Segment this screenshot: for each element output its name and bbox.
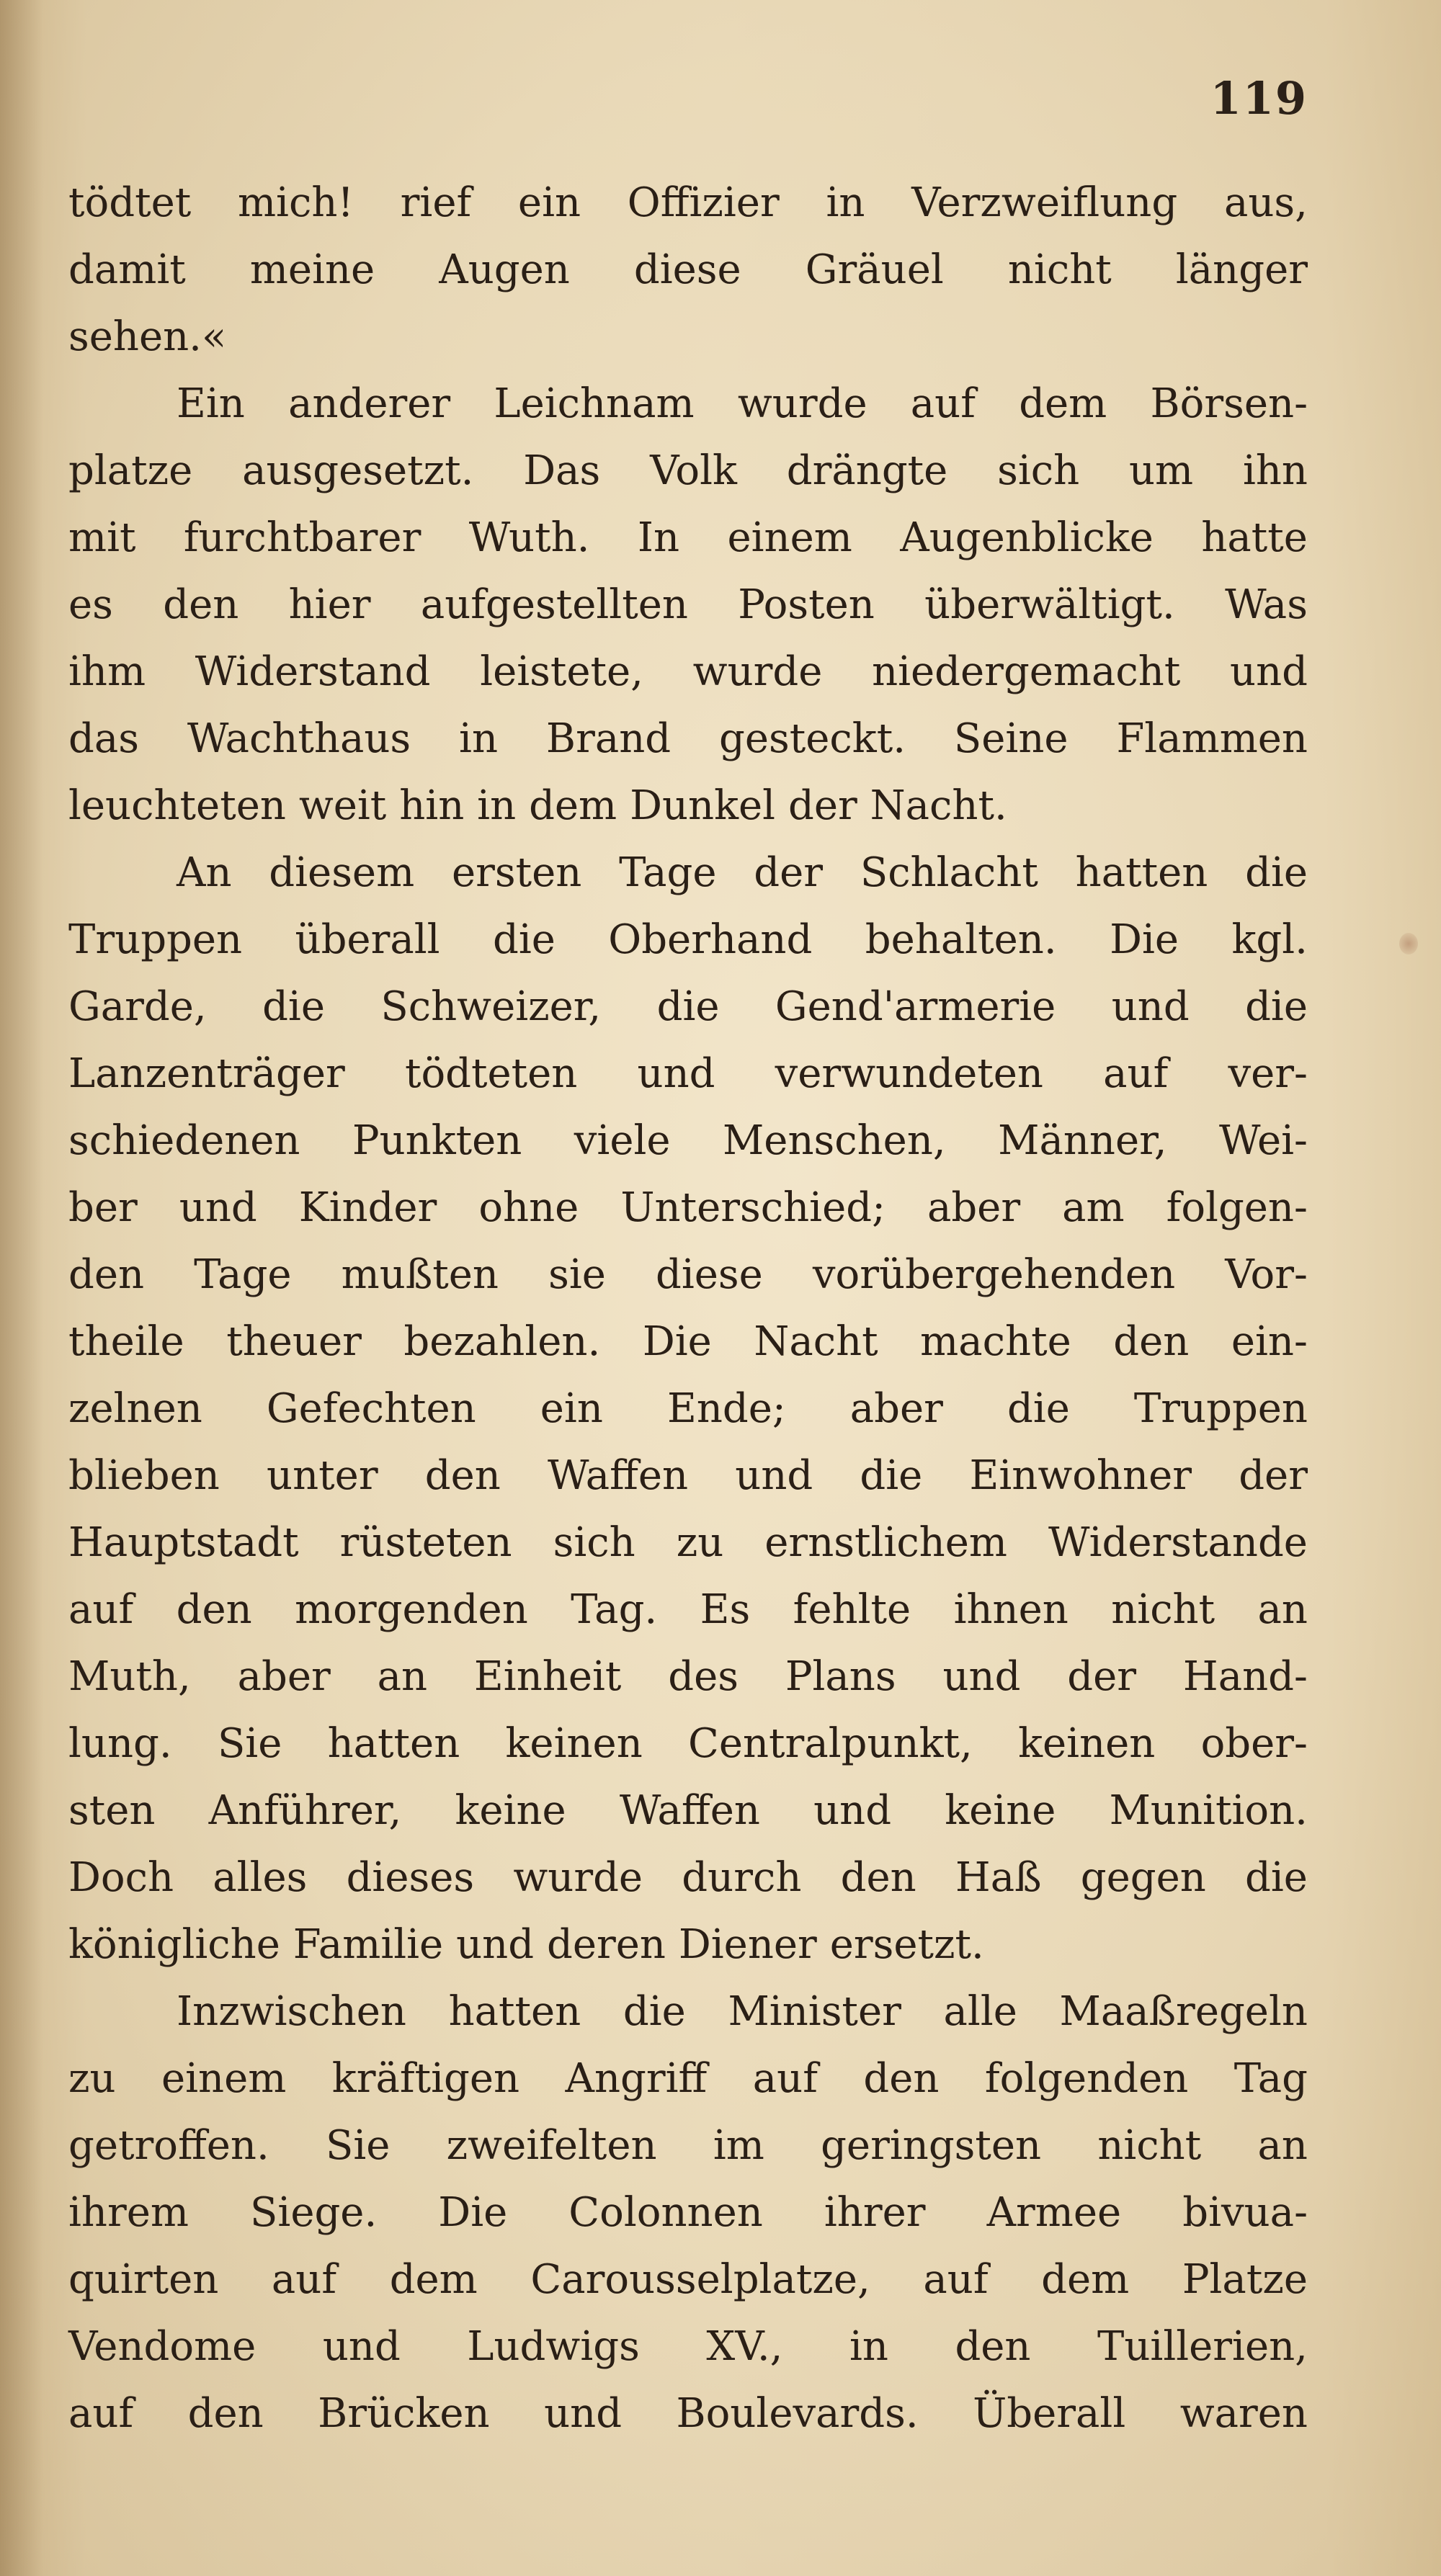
text-word: und [322, 2323, 401, 2370]
text-word: keinen [505, 1720, 643, 1767]
text-word: Nacht [754, 1318, 878, 1365]
text-word: Ende; [666, 1385, 786, 1432]
text-word: ersetzt. [829, 1921, 984, 1968]
text-word: hatten [448, 1988, 581, 2035]
text-word: furchtbarer [183, 514, 421, 561]
text-line [68, 1241, 1308, 1308]
text-word: Inzwischen [177, 1988, 406, 2035]
text-word: Augenblicke [900, 514, 1154, 561]
text-word: waren [1179, 2390, 1308, 2437]
text-word: der [788, 782, 857, 829]
text-word: und [1230, 648, 1308, 695]
text-word: alles [213, 1854, 308, 1901]
text-word: deren [547, 1921, 666, 1968]
text-word: und [1111, 983, 1190, 1030]
page-edge-shadow [0, 0, 43, 2576]
text-word: Tage [619, 849, 717, 896]
text-word: es [68, 581, 113, 628]
text-line [68, 1777, 1308, 1844]
text-line [68, 638, 1308, 705]
text-word: königliche [68, 1921, 280, 1968]
text-word: platze [68, 447, 193, 494]
text-word: mit [68, 514, 136, 561]
text-word: ausgesetzt. [242, 447, 474, 494]
text-word: lung. [68, 1720, 172, 1767]
text-word: auf [910, 380, 976, 427]
text-word: dem [389, 2256, 478, 2303]
text-word: zu [68, 2055, 116, 2102]
text-word: sich [553, 1519, 635, 1566]
text-word: Muth, [68, 1653, 191, 1700]
text-line [68, 1844, 1308, 1911]
text-word: aufgestellten [420, 581, 688, 628]
text-word: den [1113, 1318, 1190, 1365]
text-line [68, 1710, 1308, 1777]
text-word: ersten [451, 849, 582, 896]
text-word: auf [271, 2256, 337, 2303]
text-word: ein [517, 179, 581, 226]
text-line [68, 2313, 1308, 2380]
text-line [68, 1040, 1308, 1107]
text-word: Vor- [1225, 1251, 1308, 1298]
text-word: alle [943, 1988, 1017, 2035]
text-word: einem [727, 514, 852, 561]
text-word: und [179, 1184, 257, 1231]
text-word: Centralpunkt, [688, 1720, 973, 1767]
text-line [68, 1643, 1308, 1710]
text-word: bivua- [1182, 2189, 1308, 2236]
text-word: Maaßregeln [1059, 1988, 1308, 2035]
text-word: Sie [217, 1720, 282, 1767]
text-word: In [637, 514, 680, 561]
text-word: Sie [326, 2122, 391, 2169]
text-word: die [1245, 849, 1308, 896]
text-word: hatten [327, 1720, 460, 1767]
text-line [68, 1978, 1308, 2045]
text-word: die [1245, 1854, 1308, 1901]
text-line [68, 169, 1308, 236]
text-word: hatten [1075, 849, 1208, 896]
text-word: ober- [1200, 1720, 1308, 1767]
text-word: getroffen. [68, 2122, 269, 2169]
text-line [68, 1509, 1308, 1576]
page-number: 119 [1210, 72, 1308, 125]
text-line [68, 2246, 1308, 2313]
text-word: des [668, 1653, 739, 1700]
text-word: unter [267, 1452, 378, 1499]
text-word: ihrer [824, 2189, 926, 2236]
text-word: ohne [478, 1184, 579, 1231]
text-word: wurde [692, 648, 823, 695]
text-line [68, 1107, 1308, 1174]
text-word: kräftigen [331, 2055, 520, 2102]
text-word: Anführer, [208, 1787, 402, 1834]
text-word: Truppen [68, 916, 243, 963]
text-word: auf [923, 2256, 989, 2303]
text-word: Angriff [565, 2055, 708, 2102]
text-word: meine [249, 246, 375, 293]
text-line [68, 1174, 1308, 1241]
text-word: in [477, 782, 517, 829]
text-word: viele [574, 1117, 671, 1164]
text-word: ber [68, 1184, 138, 1231]
text-line [68, 2380, 1308, 2447]
text-word: Vendome [68, 2323, 256, 2370]
text-line [68, 504, 1308, 571]
text-word: ihn [1242, 447, 1308, 494]
text-word: die [623, 1988, 686, 2035]
text-word: Munition. [1109, 1787, 1308, 1834]
text-word: Gefechten [266, 1385, 476, 1432]
text-word: fehlte [793, 1586, 911, 1633]
text-word: Plans [785, 1653, 896, 1700]
text-word: Ludwigs [467, 2323, 640, 2370]
text-word: keine [945, 1787, 1056, 1834]
text-word: Posten [738, 581, 875, 628]
text-word: um [1128, 447, 1194, 494]
text-word: Doch [68, 1854, 174, 1901]
text-word: Die [642, 1318, 712, 1365]
text-word: Colonnen [568, 2189, 763, 2236]
text-word: Wei- [1218, 1117, 1308, 1164]
text-word: zelnen [68, 1385, 202, 1432]
text-word: diese [655, 1251, 763, 1298]
text-word: auf [1103, 1050, 1169, 1097]
text-word: Tage [194, 1251, 292, 1298]
text-word: rief [400, 179, 472, 226]
text-word: überwältigt. [924, 581, 1175, 628]
text-word: Haß [955, 1854, 1042, 1901]
text-word: theuer [226, 1318, 362, 1365]
text-word: nicht [1111, 1586, 1215, 1633]
text-word: Oberhand [608, 916, 813, 963]
text-word: ernstlichem [764, 1519, 1007, 1566]
text-word: Familie [293, 1921, 444, 1968]
text-word: die [1245, 983, 1308, 1030]
text-word: an [377, 1653, 428, 1700]
text-word: die [262, 983, 325, 1030]
text-word: geringsten [821, 2122, 1042, 2169]
text-word: Armee [986, 2189, 1122, 2236]
text-word: durch [682, 1854, 802, 1901]
text-word: Ein [177, 380, 245, 427]
text-line [68, 2045, 1308, 2112]
text-word: anderer [288, 380, 451, 427]
text-word: weit [298, 782, 387, 829]
text-word: Schlacht [860, 849, 1038, 896]
text-word: Menschen, [722, 1117, 946, 1164]
text-word: Überall [973, 2390, 1126, 2437]
text-word: gegen [1080, 1854, 1206, 1901]
text-line [68, 2179, 1308, 2246]
text-word: auf [68, 1586, 134, 1633]
text-word: Dunkel [630, 782, 776, 829]
text-word: folgenden [984, 2055, 1189, 2102]
text-word: einem [161, 2055, 287, 2102]
text-line [68, 1442, 1308, 1509]
text-word: nicht [1097, 2122, 1202, 2169]
text-line [68, 705, 1308, 772]
text-word: Männer, [998, 1117, 1167, 1164]
text-word: Schweizer, [380, 983, 602, 1030]
text-word: die [492, 916, 556, 963]
text-word: Gend'armerie [775, 983, 1056, 1030]
text-word: und [544, 2390, 623, 2437]
text-word: dem [529, 782, 617, 829]
text-word: hier [288, 581, 371, 628]
text-word: drängte [786, 447, 948, 494]
text-word: blieben [68, 1452, 220, 1499]
text-word: gesteckt. [719, 715, 906, 762]
text-word: schiedenen [68, 1117, 300, 1164]
text-word: dem [1041, 2256, 1130, 2303]
text-word: die [1007, 1385, 1070, 1432]
text-word: Siege. [250, 2189, 378, 2236]
text-word: Carousselplatze, [530, 2256, 870, 2303]
text-word: Wuth. [468, 514, 590, 561]
text-word: Kinder [298, 1184, 437, 1231]
text-word: Punkten [352, 1117, 522, 1164]
text-word: kgl. [1231, 916, 1308, 963]
text-word: machte [920, 1318, 1071, 1365]
text-word: tödteten [404, 1050, 578, 1097]
text-word: Minister [728, 1988, 901, 2035]
text-word: Tuillerien, [1097, 2323, 1308, 2370]
text-word: in [849, 2323, 888, 2370]
text-word: Hand- [1182, 1653, 1308, 1700]
text-line [68, 973, 1308, 1040]
text-word: Tag. [571, 1586, 658, 1633]
text-word: am [1062, 1184, 1125, 1231]
text-word: verwundeten [775, 1050, 1043, 1097]
text-word: An [177, 849, 232, 896]
text-word: aber [849, 1385, 943, 1432]
text-word: Brand [545, 715, 672, 762]
text-word: Einheit [473, 1653, 622, 1700]
text-word: Waffen [548, 1452, 689, 1499]
text-word: keine [455, 1787, 566, 1834]
text-word: Verzweiflung [911, 179, 1178, 226]
text-word: keinen [1018, 1720, 1156, 1767]
text-word: der [754, 849, 824, 896]
text-word: auf [68, 2390, 134, 2437]
text-line [68, 1576, 1308, 1643]
text-word: dem [1019, 380, 1107, 427]
text-word: Seine [953, 715, 1069, 762]
text-word: nicht [1007, 246, 1112, 293]
text-word: den [163, 581, 239, 628]
text-word: Gräuel [805, 246, 944, 293]
text-word: Die [1110, 916, 1179, 963]
text-word: und [735, 1452, 813, 1499]
text-line [68, 906, 1308, 973]
text-word: rüsteten [339, 1519, 512, 1566]
text-word: ihnen [953, 1586, 1069, 1633]
text-word: den [424, 1452, 501, 1499]
text-word: den [840, 1854, 916, 1901]
text-word: aber [927, 1184, 1021, 1231]
text-word: Leichnam [494, 380, 695, 427]
text-word: aber [237, 1653, 331, 1700]
text-word: behalten. [865, 916, 1057, 963]
text-word: Offizier [627, 179, 780, 226]
text-word: zweifelten [446, 2122, 657, 2169]
text-word: aus, [1223, 179, 1308, 226]
text-word: in [826, 179, 865, 226]
text-word: hatte [1201, 514, 1308, 561]
text-word: Hauptstadt [68, 1519, 299, 1566]
text-word: ver- [1228, 1050, 1308, 1097]
text-word: ein- [1231, 1318, 1308, 1365]
text-word: der [1239, 1452, 1308, 1499]
text-word: den [863, 2055, 940, 2102]
text-line [68, 772, 1308, 839]
text-line [68, 571, 1308, 638]
text-word: Boulevards. [676, 2390, 919, 2437]
text-word: quirten [68, 2256, 219, 2303]
text-word: ein [540, 1385, 603, 1432]
text-word: Nacht. [870, 782, 1007, 829]
body-text [68, 169, 1308, 2447]
text-line [68, 1911, 1308, 1978]
text-word: sich [997, 447, 1080, 494]
text-word: und [456, 1921, 535, 1968]
text-word: niedergemacht [872, 648, 1181, 695]
text-word: den [187, 2390, 264, 2437]
text-word: diesem [269, 849, 415, 896]
text-word: Die [438, 2189, 508, 2236]
text-word: an [1257, 2122, 1308, 2169]
text-word: Das [523, 447, 601, 494]
text-word: sie [548, 1251, 606, 1298]
text-word: und [942, 1653, 1021, 1700]
paper-stain [1399, 933, 1418, 954]
text-word: Volk [650, 447, 737, 494]
text-word: und [813, 1787, 892, 1834]
text-word: mußten [341, 1251, 499, 1298]
text-word: wurde [737, 380, 867, 427]
text-word: bezahlen. [403, 1318, 601, 1365]
text-word: wurde [513, 1854, 643, 1901]
text-word: XV., [706, 2323, 783, 2370]
text-word: leistete, [480, 648, 643, 695]
text-word: ihrem [68, 2189, 189, 2236]
text-word: Waffen [619, 1787, 760, 1834]
text-word: Platze [1182, 2256, 1308, 2303]
text-word: hin [399, 782, 465, 829]
text-word: sten [68, 1787, 156, 1834]
text-word: länger [1175, 246, 1308, 293]
text-word: auf [752, 2055, 818, 2102]
text-word: Diener [678, 1921, 817, 1968]
text-line [68, 303, 1308, 370]
text-word: Augen [439, 246, 570, 293]
text-word: den [68, 1251, 145, 1298]
text-word: Lanzenträger [68, 1050, 345, 1097]
text-line [68, 437, 1308, 504]
text-line [68, 2112, 1308, 2179]
text-word: an [1257, 1586, 1308, 1633]
text-line [68, 839, 1308, 906]
text-word: Brücken [318, 2390, 490, 2437]
text-word: zu [676, 1519, 724, 1566]
text-line [68, 1308, 1308, 1375]
text-line [68, 370, 1308, 437]
text-word: diese [633, 246, 741, 293]
text-word: Truppen [1133, 1385, 1308, 1432]
text-word: ihm [68, 648, 146, 695]
text-word: tödtet [68, 179, 192, 226]
text-line [68, 1375, 1308, 1442]
text-word: Flammen [1116, 715, 1308, 762]
text-word: Wachthaus [187, 715, 411, 762]
text-word: Widerstand [195, 648, 431, 695]
text-word: Tag [1233, 2055, 1308, 2102]
text-word: den [176, 1586, 252, 1633]
text-word: Börsen- [1150, 380, 1308, 427]
text-word: überall [295, 916, 440, 963]
text-word: die [656, 983, 720, 1030]
text-word: leuchteten [68, 782, 286, 829]
text-word: Unterschied; [620, 1184, 885, 1231]
text-line [68, 236, 1308, 303]
text-word: Garde, [68, 983, 207, 1030]
text-word: dieses [346, 1854, 475, 1901]
text-word: damit [68, 246, 186, 293]
text-word: folgen- [1166, 1184, 1308, 1231]
text-word: die [860, 1452, 923, 1499]
text-word: und [637, 1050, 715, 1097]
text-word: morgenden [295, 1586, 528, 1633]
text-word: vorübergehenden [812, 1251, 1176, 1298]
text-word: im [713, 2122, 764, 2169]
text-word: Was [1225, 581, 1308, 628]
text-word: das [68, 715, 139, 762]
text-word: Es [700, 1586, 751, 1633]
text-word: Widerstande [1048, 1519, 1308, 1566]
text-word: sehen.« [68, 313, 227, 360]
text-word: in [459, 715, 499, 762]
text-word: mich! [237, 179, 354, 226]
text-word: der [1067, 1653, 1137, 1700]
text-word: den [955, 2323, 1031, 2370]
text-word: theile [68, 1318, 184, 1365]
text-word: Einwohner [969, 1452, 1192, 1499]
